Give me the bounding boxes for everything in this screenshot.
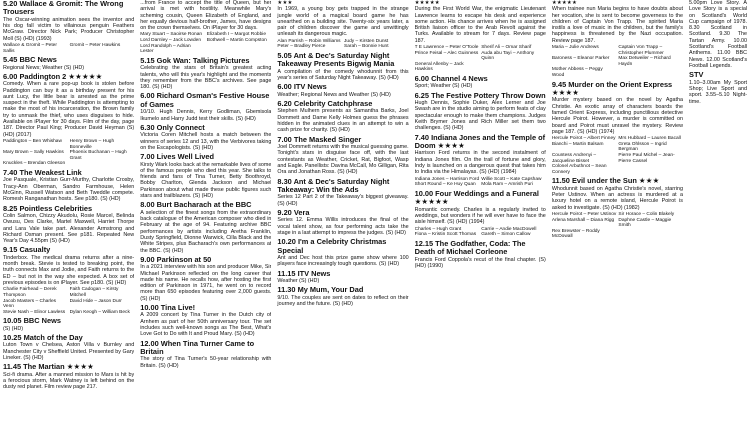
programme-heading — [415, 134, 546, 151]
programme-time: 6.00 — [414, 74, 429, 84]
programme-entry — [140, 0, 271, 55]
star-rating: ★★★ — [638, 176, 660, 186]
cast-member: Lord Randolph – Adrian Lester — [140, 43, 191, 55]
programme-time: 6.30 — [140, 122, 155, 132]
cast-member: Sarah – Bonnie Hunt — [344, 44, 389, 50]
star-rating: ★★★★★ — [414, 197, 449, 207]
cast-list — [3, 43, 134, 54]
programme-time: 11.50 — [551, 176, 570, 186]
programme-title: The Martian — [23, 362, 65, 372]
programme-heading — [277, 178, 408, 195]
programme-description: In a 2021 interview with his son and producer Mike, Sir Michael Parkinson reflected on the long career that made his name. He recalls how, after hosting the first edition of Parkinson in 1971, he went on to record more than 650 episodes featuring over 2,000 guests. (S) (HD) — [140, 264, 272, 302]
cast-member: Faith Cadogan – Kirsty Mitchell — [69, 287, 119, 298]
cast-member: David Hide – Jason Durr — [69, 298, 122, 304]
programme-entry — [3, 73, 134, 167]
cast-member: Bothwell – Martin Compston — [206, 38, 267, 44]
programme-time: 8.25 — [3, 203, 18, 213]
programme-heading — [3, 334, 134, 342]
programme-description: In 1969, a young boy gets trapped in the strange jungle world of a magical board game he has unearthed on a building site. Twenty-six years later, a pair of children discover the game and unwittingly unleash its dangerous magic. — [277, 6, 409, 38]
cast-list — [415, 227, 546, 238]
cast-member: Daphne Castle – Maggie Smith — [618, 217, 672, 229]
programme-heading — [140, 92, 271, 109]
programme-entry — [140, 57, 271, 91]
cast-member: Carrie – Andie MacDowell — [481, 226, 537, 232]
programme-entry — [140, 256, 271, 302]
programme-entry — [140, 340, 271, 369]
cast-member: Bianchi – Martin Balsam — [551, 141, 604, 147]
programme-description: The story of Tina Turner's 50-year relationship with Britain. (S) (HD) — [140, 356, 272, 369]
programme-time: 12.15 — [414, 238, 434, 248]
cast-list — [3, 139, 134, 167]
cast-member: Short Round – Ke Huy Quan — [414, 182, 476, 188]
cast-member: Mother Abbess – Peggy Wood — [551, 67, 603, 79]
programme-entry — [140, 124, 271, 151]
programme-heading — [3, 56, 134, 64]
programme-time: 9.20 — [277, 207, 292, 217]
programme-description: When trainee nun Maria begins to have doubts about her vocation, she is sent to become governess to the children of Captain Von Trapp. The spirited Maria instils a love of music in the children, but the family's happiness is threatened by the Nazi occupation. Review page 187. — [551, 6, 684, 44]
programme-description: Sci-fi drama. After a manned mission to Mars is hit by a ferocious storm, Mark Watney is left behind on the dusty red planet. Film review page 217. — [3, 371, 135, 391]
programme-heading — [140, 57, 271, 65]
programme-entry — [689, 0, 747, 69]
cast-member: Mrs Hubbard – Lauren Bacall — [618, 136, 681, 142]
programme-entry — [689, 71, 747, 105]
cast-member: Stevie Nash – Elinor Lawless — [3, 309, 66, 315]
programme-description: Celebrating the stars of Britain's greatest acting talents, who will this year's highlight and the moments they remember from the BBC's archives. See page 180. (S) (HD) — [140, 65, 272, 91]
cast-member: Judy – Kirsten Dunst — [344, 38, 389, 44]
cast-member: Knuckles – Brendan Gleeson — [3, 161, 66, 167]
programme-time: 10.00 — [140, 303, 159, 313]
programme-title: Four Weddings and a Funeral — [435, 188, 539, 198]
cast-member: T E Lawrence – Peter O'Toole — [414, 45, 479, 51]
programme-description: A compilation of the comedy whodunnit from this year's series of Saturday Night Takeaway. (S) (HD) — [277, 68, 409, 82]
programme-title: Parkinson at 50 — [156, 254, 212, 264]
programme-title: Gok Wan: Talking Pictures — [156, 55, 250, 65]
programme-heading — [277, 209, 408, 217]
cast-member: Mary Stuart – Saoirse Ronan — [140, 32, 203, 38]
programme-heading — [3, 363, 134, 371]
cast-member: Dylan Keogh – William Beck — [69, 309, 130, 315]
programme-heading — [277, 286, 408, 294]
programme-entry — [3, 205, 134, 245]
programme-entry — [140, 304, 271, 338]
programme-entry — [277, 270, 408, 285]
programme-heading — [3, 246, 134, 254]
programme-title: Ant & Dec's Saturday Night Takeaway: Win the Ads — [277, 176, 390, 194]
programme-entry — [277, 83, 408, 98]
programme-title: My Mum, Your Dad — [297, 285, 364, 295]
programme-time: 9.00 — [140, 254, 155, 264]
programme-description: Joe Pasquale, Kristian Gurr-Murthy, Charlotte Crosby, Tracy-Ann Oberman, Sandro Farmhouse, Helen McGinn, Russell Watson and Beth Tweddle compete. Romesh Ranganathan hosts. See p180. (S) (HD) — [3, 177, 135, 203]
programme-heading — [3, 317, 134, 325]
programme-description: ...from France to accept the title of Queen, but her arrival is met with hostility. Meanwhile Mary's scheming cousin, Queen Elizabeth of England, and her equally devious half-brother, James, have designs on the crown themselves. On iPlayer for 30 days. — [140, 0, 272, 32]
programme-entry — [415, 134, 546, 188]
cast-member: Henry Brown – Hugh Bonneville — [69, 138, 115, 150]
programme-heading — [277, 270, 408, 278]
programme-description: Harrison Ford returns in the second instalment of Indiana Jones film. On the trail of fortune and glory, Indy is launched on a dangerous quest that takes him to India via the Himalayas. (S) (HD) (1984) — [414, 150, 546, 176]
cast-member: Jacob Masters – Charles Venn — [3, 298, 57, 310]
cast-member: Willie Scott – Kate Capshaw — [481, 176, 542, 182]
cast-list — [140, 32, 271, 54]
programme-entry — [3, 363, 134, 390]
programme-heading — [3, 205, 134, 213]
programme-description: Series 12 Part 2 of the Takeaway's biggest giveaway. (S) (HD) — [277, 194, 409, 207]
programme-time: 10.25 — [3, 332, 22, 342]
programme-title: Vera — [293, 207, 310, 217]
programme-time: 6.25 — [414, 90, 429, 100]
listing-column-4 — [415, 0, 546, 421]
programme-description: Regional News; Weather (S) (HD) — [3, 64, 85, 71]
listing-column-1 — [3, 0, 134, 421]
programme-title: Pointless Celebrities — [19, 203, 93, 213]
programme-description: Ant and Dec host this prize game show where 100 players face increasingly tough questions. (S) (HD) — [277, 255, 409, 268]
cast-member: Peter – Bradley Pierce — [277, 44, 326, 50]
cast-list — [552, 212, 683, 240]
star-rating: ★★★★★ — [68, 71, 103, 81]
programme-time: 5.15 — [140, 55, 155, 65]
programme-entry — [277, 136, 408, 176]
cast-list — [552, 45, 683, 79]
programme-title: STV — [689, 70, 704, 80]
cast-member: Hercule Poirot – Albert Finney — [551, 136, 616, 142]
cast-list — [415, 45, 546, 73]
cast-member: Prince Feisal – Alec Guinness — [414, 50, 479, 56]
programme-description: Francis Ford Coppola's recut of the final chapter. (S) (HD) (1990) — [414, 256, 546, 269]
programme-title: Only Connect — [156, 122, 205, 132]
programme-heading — [689, 71, 747, 79]
programme-entry — [552, 0, 683, 79]
programme-heading — [277, 52, 408, 69]
programme-heading — [140, 201, 271, 209]
cast-member: Gareth – Simon Callow — [481, 232, 531, 238]
programme-title: Murder on the Orient Express — [568, 79, 673, 89]
cast-member: Fiona – Kristin Scott Thomas — [414, 232, 477, 238]
programme-time: 11.30 — [277, 285, 296, 295]
cast-member: Paddington – Ben Whishaw — [3, 138, 62, 144]
cast-member: Charlie Fairhead – Derek Thompson — [3, 287, 57, 298]
programme-time: 8.30 — [277, 176, 292, 186]
programme-description: Murder mystery based on the novel by Agatha Christie. An exotic array of characters boards the famed Orient Express, including punctilious detective Hercule Poirot. However, a murder is committed on board and Poirot must unravel the mystery. Review page 187. (S) (HD) (1974) — [551, 97, 684, 135]
programme-heading — [3, 0, 134, 17]
programme-entry — [3, 0, 134, 54]
programme-entry — [277, 100, 408, 134]
programme-title: I'm a Celebrity Christmas Special — [277, 237, 387, 255]
cast-member: Max Detweiler – Richard Haydn — [618, 56, 671, 67]
programme-heading — [140, 304, 271, 312]
cast-member: Sir Horace – Colin Blakely — [618, 211, 675, 217]
cast-list — [415, 177, 546, 188]
programme-entry — [415, 190, 546, 238]
programme-time: 8.00 — [140, 200, 155, 210]
programme-description: Comedy. When a rare pop-up book is stolen before Paddington can buy it as a birthday present for his aunt Lucy, the little bear is arrested as the prime suspect in the theft. While Paddington is attempting to make the most of his incarceration, the Brown family try to unmask the thief, who uses disguises to hide. Available on iPlayer for 30 days. Film of the day, page 187. Director Paul King; Producer David Heyman (S) (HD) (2017) — [3, 81, 135, 138]
programme-title: Wallace & Gromit: The Wrong Trousers — [3, 0, 124, 17]
programme-entry — [140, 153, 271, 199]
cast-member: Colonel Arbuthnot – Sean Connery — [551, 164, 607, 175]
programme-entry — [3, 334, 134, 361]
cast-member: Baroness – Eleanor Parker — [551, 56, 610, 62]
cast-member: Sherif Ali – Omar Sharif — [481, 45, 532, 51]
programme-title: Celebrity Catchphrase — [293, 99, 373, 109]
programme-time: 11.45 — [3, 362, 22, 372]
programme-entry — [277, 0, 408, 50]
programme-heading — [3, 73, 134, 81]
programme-time: 10.00 — [414, 188, 434, 198]
programme-heading — [277, 238, 408, 255]
programme-description: A selection of the finest songs from the extraordinary back catalogue of the American composer who died in February at the age of 94. Featuring archive BBC performances by artists including Aretha Franklin, Dusty Springfield, Dionne Warwick, Cilla Black and the White Stripes, plus Bacharach's own performances at the BBC. (S) (HD) — [140, 209, 272, 254]
programme-entry — [277, 238, 408, 267]
listing-column-6 — [689, 0, 747, 421]
star-rating: ★★★★ — [551, 88, 580, 98]
cast-member: Gromit – Peter Hawkins — [69, 43, 121, 48]
programme-heading — [277, 83, 408, 91]
programme-description: Colin Salmon, Chizzy Akudolu, Rosie Marcel, Belinda Owusu, Des Clarke, Martel Maxwell, Harriet Thorpe and Lara Vale take part. Alexander Armstrong and Richard Osman present. See p181. Repeated New Year's Day 4.55pm (S) (HD) — [3, 212, 135, 245]
programme-title: Ant & Dec's Saturday Night Takeaway Presents Bigwig Mania — [277, 50, 395, 69]
programme-time: 9.15 — [3, 245, 18, 255]
programme-time: 5.05 — [277, 50, 292, 60]
programme-time: 10.20 — [277, 237, 296, 247]
cast-list — [3, 287, 134, 315]
programme-description: A 2009 concert by Tina Turner in the Dutch city of Arnhem as part of her 50th anniversary tour. The set includes such well-known songs as The Best, What's Love Got to Do with It and Proud Mary. (S) (HD) — [140, 312, 272, 338]
programme-heading — [140, 340, 271, 357]
programme-description: 9/10. The couples are sent on dates to reflect on their journey and the future. (S) (HD) — [277, 294, 409, 308]
star-rating: ★★★★ — [437, 141, 465, 151]
programme-entry — [552, 177, 683, 240]
programme-time: 6.00 — [3, 71, 18, 81]
programme-title: Lives Well Lived — [156, 152, 215, 162]
cast-member: Auda abu Tayi – Anthony Quinn — [481, 50, 535, 62]
star-rating: ★★★★★ — [551, 0, 577, 6]
programme-entry — [277, 52, 408, 81]
programme-time: 9.45 — [551, 79, 567, 89]
programme-description: Series 12. Emma Willis introduces the final of the vocal talent show, as four performing acts take the stage in a last attempt to impress the judges. (S) (HD) — [277, 217, 409, 236]
programme-title: Match of the Day — [23, 332, 83, 342]
cast-list — [552, 136, 683, 175]
programme-title: Evil under the Sun — [571, 176, 637, 186]
cast-member: Pierre Paul Michel – Jean-Pierre Cassel — [618, 153, 675, 164]
programme-description: (S) (HD) — [3, 325, 24, 332]
cast-list — [277, 39, 408, 50]
programme-heading — [277, 100, 408, 108]
cast-member: Captain Von Trapp – Christopher Plummer — [618, 45, 664, 56]
programme-description: Stephen Mulhern presents as Samantha Barks, Joel Dommett and Dame Kelly Holmes guess the phrases hidden in the animated clues in an attempt to win a cash prize for charity. (S) (HD) — [277, 108, 409, 134]
listing-column-3 — [277, 0, 408, 421]
programme-heading — [140, 153, 271, 161]
cast-member: Greta Ohlsson – Ingrid Bergman — [618, 141, 667, 153]
programme-title: BBC News — [19, 55, 57, 65]
programme-entry — [140, 92, 271, 121]
programme-time: 7.40 — [3, 167, 18, 177]
programme-title: Casualty — [19, 245, 51, 255]
programme-time: 6.00 — [277, 82, 292, 92]
programme-time: 5.20 — [3, 0, 18, 8]
programme-entry — [277, 209, 408, 236]
cast-member: Wallace & Gromit – Peter Sallis — [3, 43, 57, 54]
cast-member: Lord Darnley – Jack Lowden — [140, 38, 201, 44]
cast-member: Hercule Poirot – Peter Ustinov — [551, 211, 617, 217]
programme-description: Sport; Weather (S) (HD) — [414, 83, 473, 90]
listing-column-5 — [552, 0, 683, 421]
cast-member: Maria – Julie Andrews — [551, 45, 599, 51]
programme-heading — [415, 190, 546, 207]
star-rating: ★★★ — [277, 0, 293, 6]
programme-heading — [277, 136, 408, 144]
programme-title: ITV News — [297, 268, 331, 278]
programme-entry — [3, 169, 134, 203]
programme-title: Tina Live! — [160, 303, 196, 313]
programme-time: 12.00 — [140, 338, 159, 348]
programme-heading — [3, 169, 134, 177]
programme-heading — [552, 81, 683, 98]
cast-member: Alan Parrish – Robin Williams — [277, 38, 341, 44]
programme-entry — [3, 246, 134, 315]
programme-entry — [277, 286, 408, 307]
programme-entry — [277, 178, 408, 207]
programme-description: Kirsty Wark looks back at the remarkable lives of some of the famous people who died this year. She talks to friends and fans of Tina Turner, Betty Boothroyd, Bobby Charlton, Glenda Jackson and Michael Parkinson about what made these public figures such stars and trailblazers. (S) (HD) — [140, 161, 272, 200]
programme-description: Romantic comedy. Charles is a regularly invited to weddings, but wonders if he will ever have to face the aisle himself. (S) (HD) (1994) — [414, 206, 546, 226]
cast-member: General Allenby – Jack Hawkins — [414, 61, 464, 73]
programme-description: Whodunnit based on Agatha Christie's novel, starring Peter Ustinov. When an actress is murdered at a luxury hotel on a remote island, Hercule Poirot is asked to investigate. (S) (HD) (1982) — [551, 185, 684, 211]
programme-description: Weather; Regional News and Weather (S) (HD) — [277, 91, 391, 98]
programme-heading — [415, 240, 546, 257]
programme-time: 5.45 — [3, 55, 18, 65]
cast-member: Countess Andrenyi – Jacqueline Bisset — [551, 153, 597, 164]
programme-title: Indiana Jones and the Temple of Doom — [414, 132, 546, 151]
cast-member: Mola Ram – Amrish Puri — [481, 182, 533, 188]
cast-member: Rex Brewster – Roddy McDowall — [551, 228, 600, 240]
programme-title: Channel 4 News — [431, 74, 488, 84]
cast-member: Arlena Marshall – Diana Rigg — [551, 217, 615, 223]
programme-heading — [140, 124, 271, 132]
programme-heading — [552, 177, 683, 185]
programme-description: 10/10. Hugh Dennis, Kerry Godliman, Gbemisola Ikumelo and Harry Judd test their skills. (S) (HD) — [140, 109, 272, 122]
cast-member: Indiana Jones – Harrison Ford — [414, 176, 480, 182]
programme-time: 10.05 — [3, 316, 22, 326]
programme-entry — [3, 317, 134, 332]
programme-time: 11.15 — [277, 268, 296, 278]
programme-entry — [3, 56, 134, 71]
programme-title: ITV News — [293, 82, 327, 92]
programme-description: Hugh Dennis, Sophie Duker, Alex Lerner and Joe Swash are in the studio aiming to perform feats of clay spectacular enough to make them champions. Judges Keith Brymer Jones and Rich Miller set them two challenges. (S) (HD) — [414, 100, 546, 132]
programme-time: 6.20 — [277, 99, 292, 109]
programme-description: Tinderbox. The medical drama returns after a nine-month break. Stevie is tested to breaking point, the truth connects Max and Jodie, and Faith returns to the ED – but not in the way she expected. A box set of previous episodes is on iPlayer. See p180. (S) (HD) — [3, 254, 135, 287]
programme-title: Paddington 2 — [19, 71, 67, 81]
programme-time: 7.00 — [140, 152, 155, 162]
listing-column-2 — [140, 0, 271, 421]
programme-time: 7.40 — [414, 132, 429, 142]
programme-description: Weather (S) (HD) — [277, 278, 320, 285]
programme-entry — [415, 92, 546, 132]
programme-description: 1.10–3.00am My Sport Shop; Live Sport and sport. 3.55–5.10 Night-time. — [689, 79, 748, 105]
cast-member: Elizabeth I – Margot Robbie — [206, 32, 266, 38]
programme-title: The Godfather, Coda: The Death of Michael Corleone — [414, 238, 526, 257]
cast-member: Mary Brown – Sally Hawkins — [3, 150, 64, 156]
programme-title: The Festive Pottery Throw Down — [431, 90, 546, 100]
star-rating: ★★★★ — [66, 362, 95, 372]
programme-heading — [415, 75, 546, 83]
cast-member: Charles – Hugh Grant — [414, 226, 462, 232]
star-rating: ★★★★★ — [414, 0, 440, 6]
programme-description: During the First World War, the enigmatic Lieutenant Lawrence learns to escape his desk and experience some action. His chance arrives when he is assigned British liaison officer to the Arab Revolt against the Turks. Available to stream for 7 days. Review page 187. — [414, 6, 546, 44]
programme-entry — [415, 0, 546, 73]
programme-entry — [415, 240, 546, 269]
programme-description: Joel Dommett returns with the musical guessing game. Tonight's stars in disguise face off, with the last contestants as Weather, Cricket, Rat, Bigfoot, Wasp and Eagle. Panellists: Davina McCall, Mo Gilligan, Rita Ora and Jonathan Ross. (S) (HD) — [277, 144, 409, 176]
programme-entry — [415, 75, 546, 90]
programme-title: Burt Bacharach at the BBC — [156, 200, 252, 210]
programme-title: Richard Osman's Festive House of Games — [140, 91, 270, 109]
programme-description: The Oscar-winning animation sees the inventor and his dog fall victim to villainous penguin Feathers McGraw. Director Nick Park; Producer Christopher Moll (S) (HD) (1993) — [3, 16, 135, 42]
programme-title: The Weakest Link — [19, 167, 82, 177]
programme-entry — [552, 81, 683, 176]
programme-time: 7.00 — [277, 134, 292, 144]
programme-heading — [140, 256, 271, 264]
programme-description: 5.00pm Love Story. A Love Story is a special on Scotland's World Cup campaign of 1978. 8.30 Scotland in Scotland. 9.30 The Tartan Army. 10.00 Scotland's Football Anthems. 11.00 BBC News. 12.00 Scotland's Football Legends. — [689, 0, 748, 69]
programme-time: 6.00 — [140, 91, 155, 101]
programme-entry — [140, 201, 271, 253]
programme-heading — [415, 92, 546, 100]
programme-title: The Masked Singer — [293, 134, 362, 144]
cast-member: Phoenix Buchanan – Hugh Grant — [69, 150, 127, 161]
programme-title: When Tina Turner Came to Britain — [140, 338, 255, 357]
programme-description: Victoria Coren Mitchell hosts a match between the winners of series 12 and 13, with the Verbivores taking on the Escapologists. (S) (HD) — [140, 132, 272, 151]
programme-title: BBC News — [23, 316, 61, 326]
programme-description: Luton Town v Chelsea, Aston Villa v Burnley and Manchester City v Sheffield United. Presented by Gary Lineker. (S) (HD) — [3, 342, 135, 361]
